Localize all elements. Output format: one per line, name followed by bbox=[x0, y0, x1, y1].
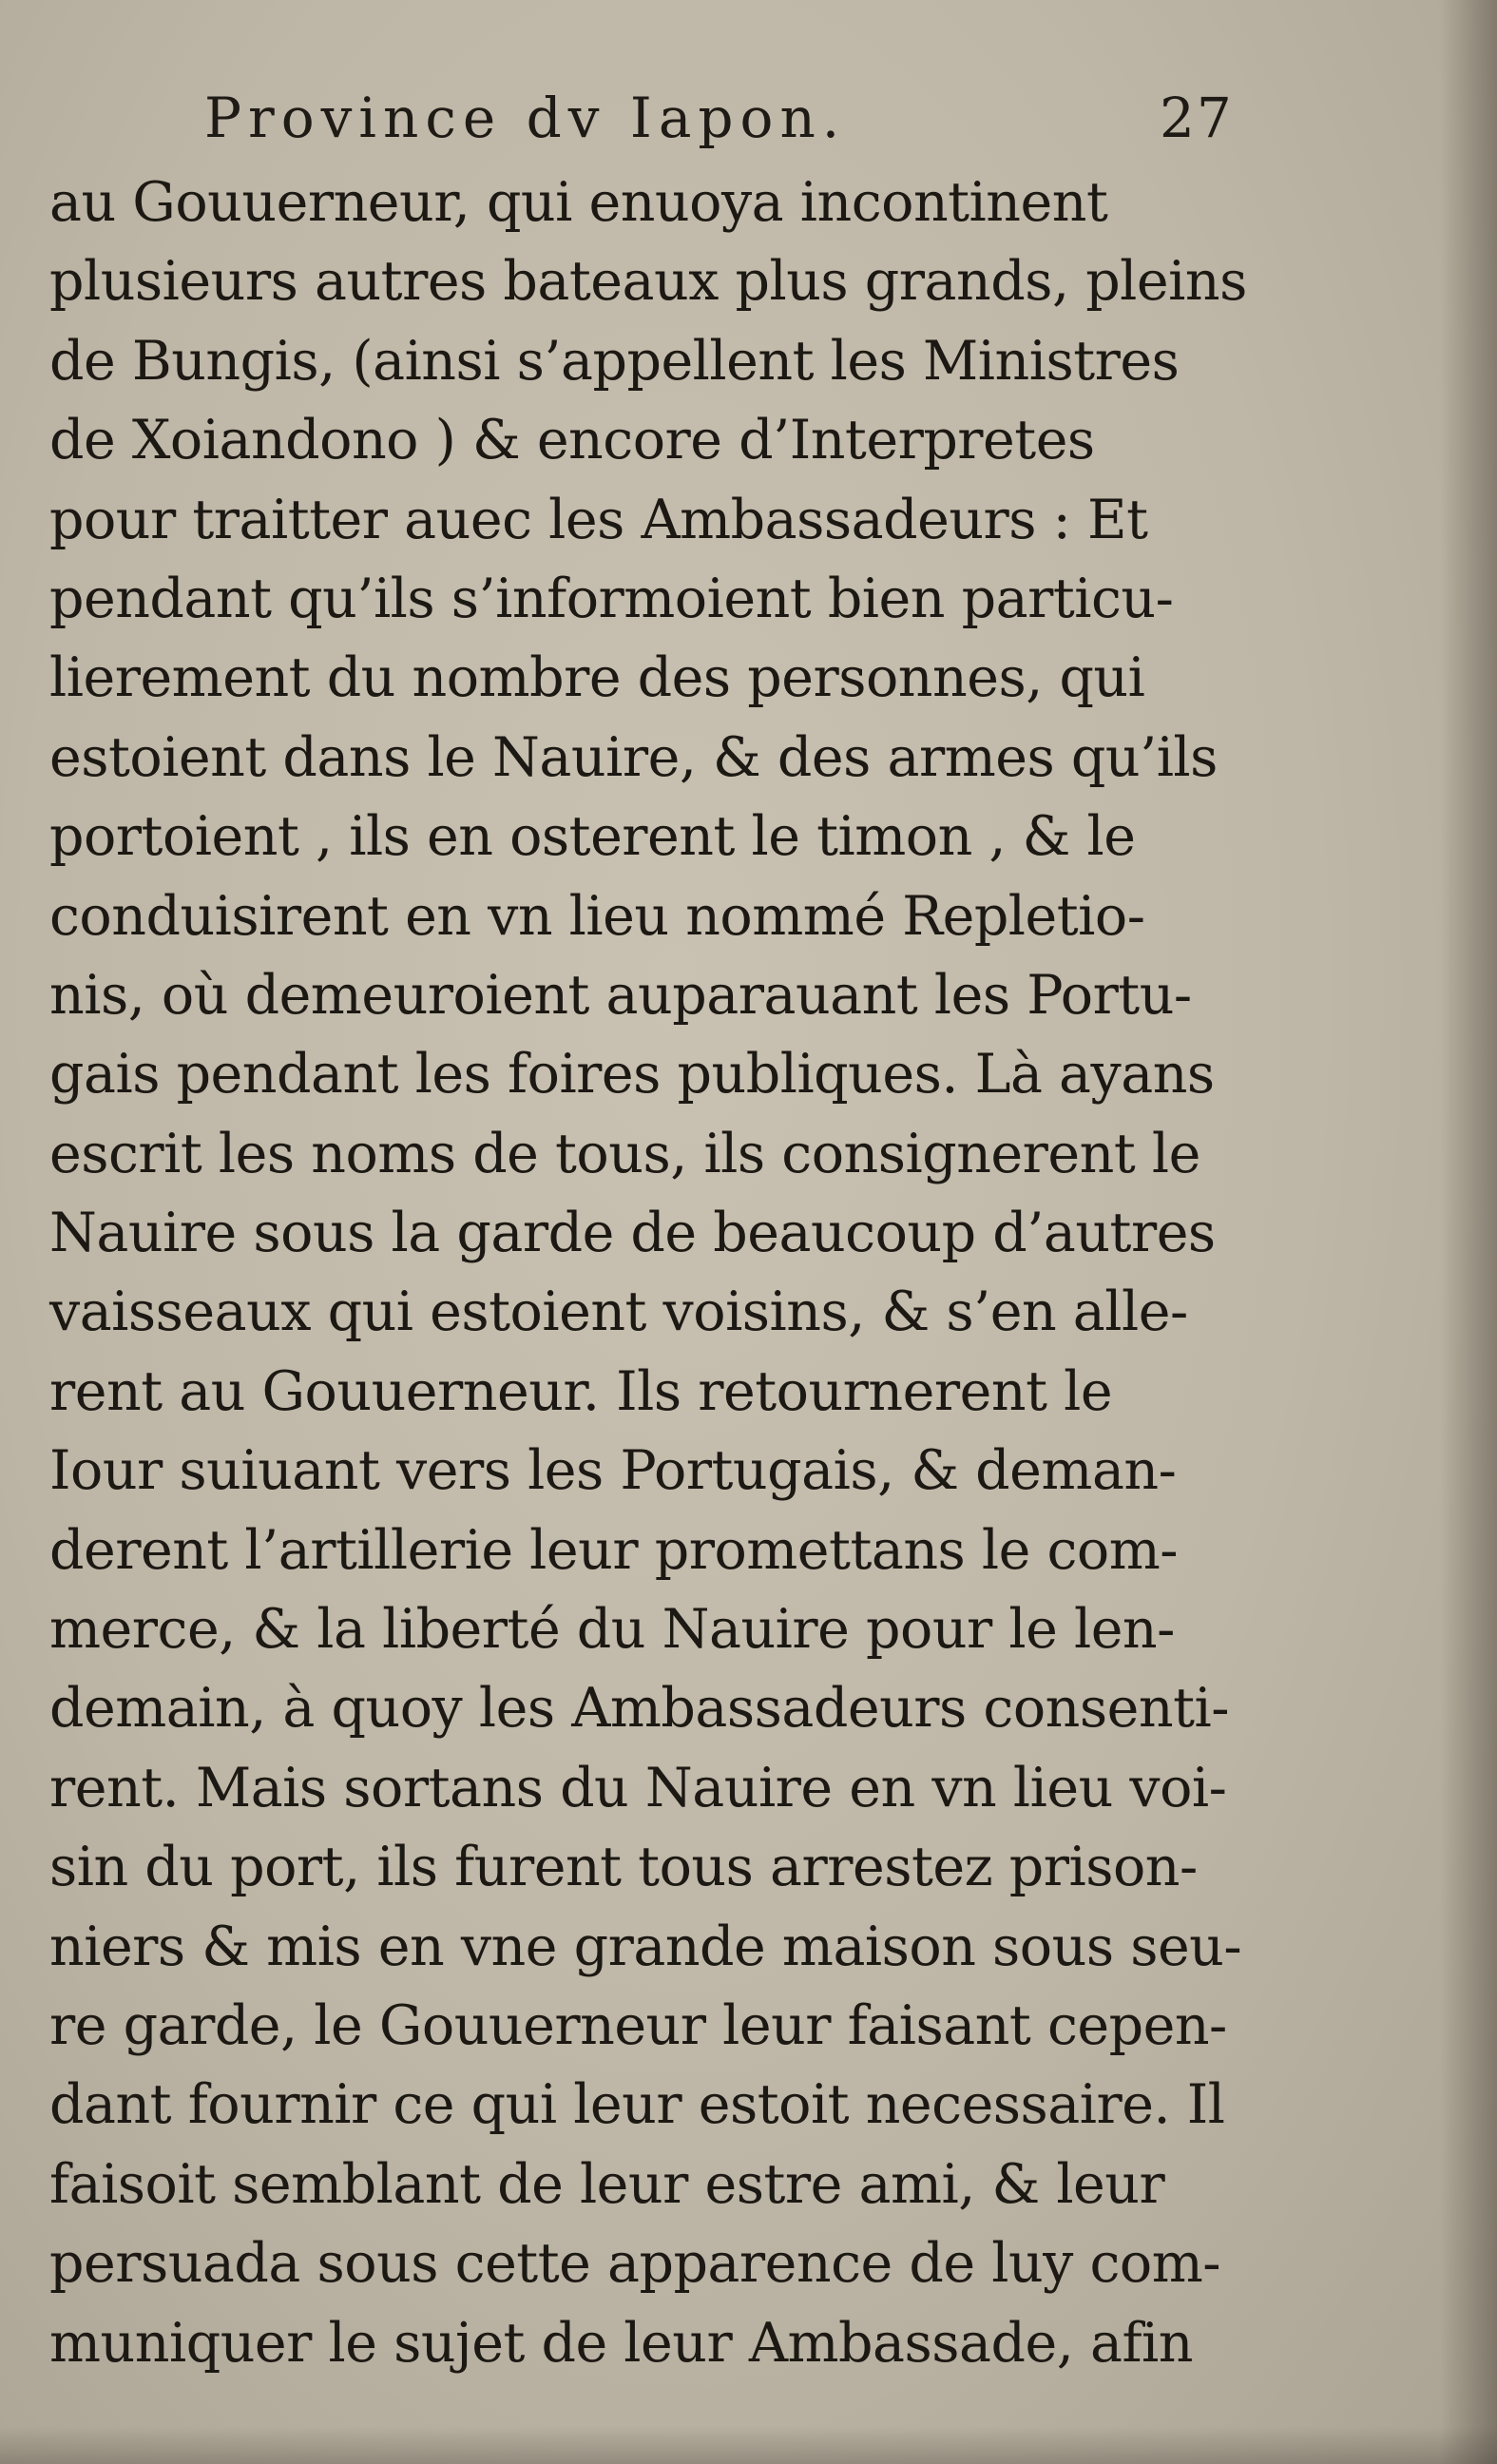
text-line: conduisirent en vn lieu nommé Repletio- bbox=[49, 884, 1145, 948]
text-line: re garde, le Gouuerneur leur faisant cepen- bbox=[49, 1993, 1227, 2057]
page-bottom-shadow bbox=[0, 2426, 1497, 2464]
text-line: muniquer le sujet de leur Ambassade, afin bbox=[49, 2311, 1193, 2375]
running-header bbox=[204, 86, 1250, 162]
text-line: de Bungis, (ainsi s’appellent les Ministres bbox=[49, 329, 1180, 393]
text-line: plusieurs autres bateaux plus grands, pleins bbox=[49, 250, 1247, 314]
body-text bbox=[49, 164, 1276, 2383]
text-line: portoient , ils en osterent le timon , & le bbox=[49, 805, 1136, 869]
text-line: derent l’artillerie leur promettans le com- bbox=[49, 1518, 1179, 1582]
running-title: Province dv Iapon. bbox=[204, 86, 847, 150]
text-line: Nauire sous la garde de beaucoup d’autres bbox=[49, 1202, 1216, 1265]
text-line: escrit les noms de tous, ils consignerent le bbox=[49, 1122, 1200, 1185]
text-line: pendant qu’ils s’informoient bien particu- bbox=[49, 567, 1174, 630]
text-line: persuada sous cette apparence de luy com- bbox=[49, 2232, 1221, 2296]
text-line: rent. Mais sortans du Nauire en vn lieu voi- bbox=[49, 1756, 1227, 1819]
text-line: faisoit semblant de leur estre ami, & leur bbox=[49, 2152, 1165, 2216]
text-line: gais pendant les foires publiques. Là ayans bbox=[49, 1043, 1215, 1107]
text-line: nis, où demeuroient auparauant les Portu- bbox=[49, 963, 1192, 1027]
text-line: merce, & la liberté du Nauire pour le len- bbox=[49, 1598, 1175, 1662]
text-line: vaisseaux qui estoient voisins, & s’en alle- bbox=[49, 1280, 1188, 1344]
page-number: 27 bbox=[1160, 86, 1234, 150]
text-line: pour traitter auec les Ambassadeurs : Et bbox=[49, 488, 1148, 551]
text-line: niers & mis en vne grande maison sous seu- bbox=[49, 1915, 1242, 1978]
text-line: estoient dans le Nauire, & des armes qu’ils bbox=[49, 725, 1218, 789]
page-edge-shadow bbox=[1440, 0, 1497, 2464]
text-line: rent au Gouuerneur. Ils retournerent le bbox=[49, 1359, 1113, 1423]
text-line: demain, à quoy les Ambassadeurs consenti- bbox=[49, 1677, 1229, 1741]
text-line: de Xoiandono ) & encore d’Interpretes bbox=[49, 409, 1095, 472]
text-line: sin du port, ils furent tous arrestez prison- bbox=[49, 1836, 1198, 1899]
text-line: au Gouuerneur, qui enuoya incontinent bbox=[49, 171, 1108, 234]
text-line: Iour suiuant vers les Portugais, & deman- bbox=[49, 1439, 1177, 1503]
text-line: dant fournir ce qui leur estoit necessaire. Il bbox=[49, 2073, 1225, 2137]
text-line: lierement du nombre des personnes, qui bbox=[49, 646, 1145, 710]
